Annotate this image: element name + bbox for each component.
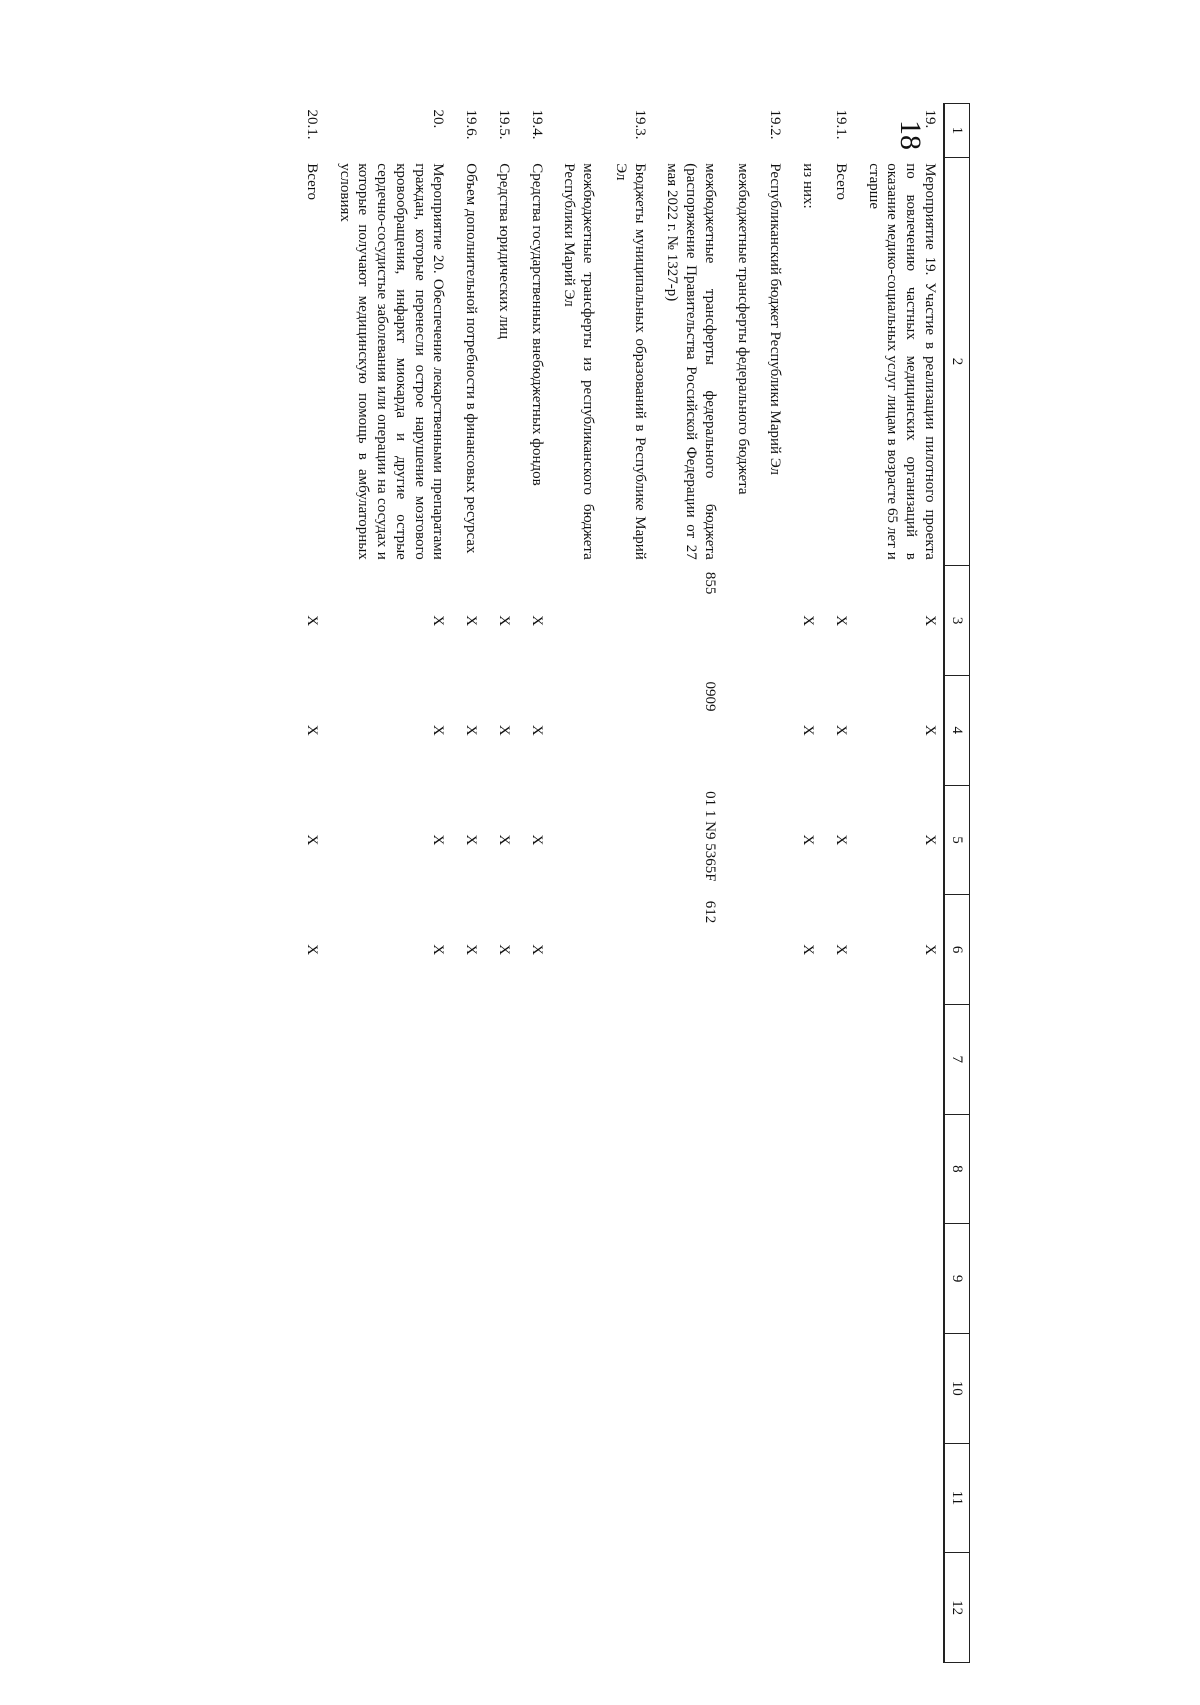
page-number: 18	[894, 120, 927, 150]
table-row	[601, 104, 653, 1663]
table-row	[723, 104, 756, 1663]
column-header-1: 1	[944, 104, 970, 158]
column-header-2: 2	[944, 157, 970, 566]
cell-col5	[756, 785, 789, 895]
cell-col3: Х	[496, 615, 512, 627]
cell-col4	[723, 675, 756, 785]
row-description: Мероприятие 19. Участие в реализации пилотного проекта по вовлечению частных медицинских организаций в оказание медико-социальных услуг лицам в возрасте 65 лет и старше	[865, 163, 938, 560]
cell-col3: Х	[528, 615, 545, 627]
cell-col5: Х	[800, 834, 817, 846]
cell-col6: 612	[702, 900, 718, 924]
cell-col3: Х	[304, 615, 320, 627]
cell-col5: Х	[304, 834, 320, 846]
cell-col4: Х	[304, 724, 320, 736]
cell-col5: Х	[833, 834, 849, 846]
cell-col3	[723, 566, 756, 676]
column-header-11: 11	[944, 1443, 970, 1553]
row-description: Бюджеты муниципальных образований в Республике Марий Эл	[613, 163, 648, 560]
row-description: межбюджетные трансферты федерального бюджета	[734, 163, 751, 495]
table-row	[325, 104, 452, 1663]
cell-col3: Х	[922, 615, 938, 627]
row-description: Средства юридических лиц	[496, 163, 512, 340]
cell-col4	[756, 675, 789, 785]
table-container	[210, 103, 970, 1663]
cell-col5: Х	[922, 834, 938, 846]
row-number	[653, 104, 723, 158]
cell-col6: Х	[833, 944, 849, 956]
row-number	[550, 104, 602, 158]
row-description: Всего	[833, 163, 849, 201]
cell-col6	[756, 895, 789, 1005]
budget-table	[292, 103, 970, 1663]
table-row	[821, 104, 854, 1663]
cell-col3: Х	[430, 615, 447, 627]
column-header-6: 6	[944, 895, 970, 1005]
cell-col5	[550, 785, 602, 895]
column-header-12: 12	[944, 1553, 970, 1663]
row-description: межбюджетные трансферты федерального бюджета (распоряжение Правительства Российской Федерации от 27 мая 2022 г. № 1327-р)	[664, 163, 718, 560]
row-description: Средства государственных внебюджетных фондов	[528, 163, 545, 486]
column-header-8: 8	[944, 1114, 970, 1224]
column-header-9: 9	[944, 1224, 970, 1334]
row-number: 19.	[922, 109, 938, 129]
row-number	[723, 104, 756, 158]
cell-col4: Х	[496, 724, 512, 736]
cell-col3: Х	[833, 615, 849, 627]
table-row	[756, 104, 789, 1663]
cell-col3	[756, 566, 789, 676]
cell-col3	[550, 566, 602, 676]
column-header-3: 3	[944, 566, 970, 676]
row-number: 19.2.	[767, 109, 784, 140]
table-header	[944, 104, 970, 1663]
cell-col5	[601, 785, 653, 895]
row-number: 20.	[430, 109, 447, 129]
table-row	[452, 104, 485, 1663]
row-number: 20.1.	[304, 109, 320, 140]
table-row	[292, 104, 325, 1663]
column-header-7: 7	[944, 1004, 970, 1114]
cell-col6: Х	[430, 944, 447, 956]
row-description: Республиканский бюджет Республики Марий Эл	[767, 163, 784, 476]
cell-col6: Х	[800, 944, 817, 956]
cell-col5: Х	[528, 834, 545, 846]
cell-col6: Х	[463, 944, 480, 956]
cell-col4	[550, 675, 602, 785]
cell-col4: Х	[800, 724, 817, 736]
row-number: 19.6.	[463, 109, 480, 140]
row-description: Объем дополнительной потребности в финансовых ресурсах	[463, 163, 480, 554]
row-description: Всего	[304, 163, 320, 201]
cell-col3	[601, 566, 653, 676]
cell-col6	[601, 895, 653, 1005]
cell-col6	[550, 895, 602, 1005]
row-description: Мероприятие 20. Обеспечение лекарственными препаратами граждан, которые перенесли острое нарушение мозгового кровообращения, инфаркт миокарда и другие острые сердечно-сосудистые заболевания или операции на сосудах и которые получают медицинскую помощь в амбулаторных условиях	[336, 163, 447, 560]
cell-col5: Х	[496, 834, 512, 846]
cell-col5	[723, 785, 756, 895]
row-number: 19.5.	[496, 109, 512, 140]
cell-col4	[601, 675, 653, 785]
row-number: 19.3.	[631, 109, 648, 140]
cell-col3: Х	[800, 615, 817, 627]
cell-col6: Х	[304, 944, 320, 956]
cell-col5: Х	[463, 834, 480, 846]
cell-col4: Х	[922, 724, 938, 736]
table-row	[484, 104, 517, 1663]
cell-col4: 0909	[702, 681, 718, 712]
cell-col6	[723, 895, 756, 1005]
cell-col5: Х	[430, 834, 447, 846]
row-number: 19.4.	[528, 109, 545, 140]
table-row	[653, 104, 723, 1663]
table-row	[854, 104, 944, 1663]
row-number: 19.1.	[833, 109, 849, 140]
table-row	[789, 104, 822, 1663]
row-number	[789, 104, 822, 158]
rotated-table-stage	[210, 103, 970, 1663]
cell-col4: Х	[833, 724, 849, 736]
table-body	[292, 104, 944, 1663]
cell-col6: Х	[528, 944, 545, 956]
cell-col4: Х	[430, 724, 447, 736]
row-description: межбюджетные трансферты из республиканского бюджета Республики Марий Эл	[561, 163, 597, 560]
cell-col6: Х	[922, 944, 938, 956]
column-header-10: 10	[944, 1333, 970, 1443]
cell-col4: Х	[528, 724, 545, 736]
column-header-5: 5	[944, 785, 970, 895]
table-row	[517, 104, 550, 1663]
column-header-4: 4	[944, 675, 970, 785]
cell-col3: Х	[463, 615, 480, 627]
cell-col6: Х	[496, 944, 512, 956]
cell-col3: 855	[702, 571, 718, 595]
cell-col4: Х	[463, 724, 480, 736]
table-row	[550, 104, 602, 1663]
row-description: из них:	[800, 163, 817, 209]
cell-col5: 01 1 N9 5365F	[702, 791, 718, 882]
